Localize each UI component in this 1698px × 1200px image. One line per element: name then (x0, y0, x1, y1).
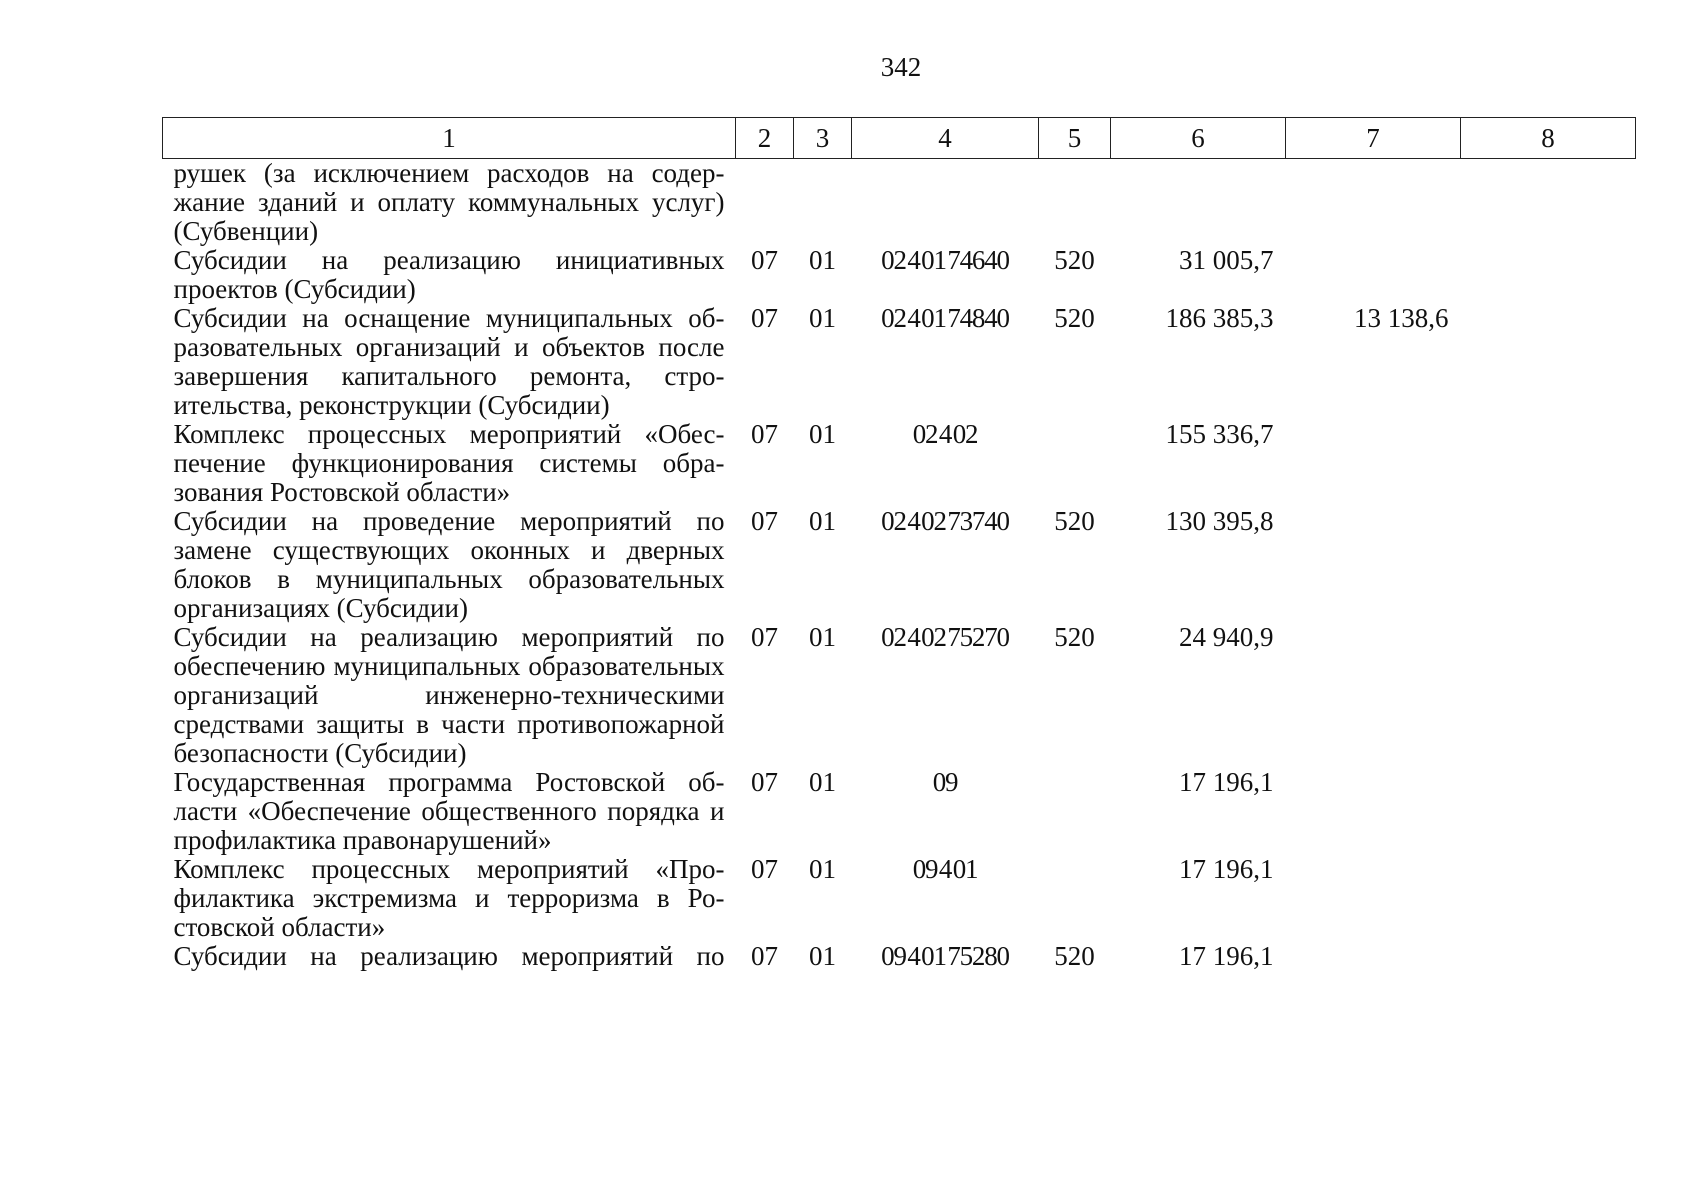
row-subsection: 01 (809, 767, 836, 797)
row-subsection: 01 (809, 941, 836, 971)
row-name: Комплекс процессных мероприятий «Профилактика экстремизма и терроризма в Ростовской области» (173, 854, 725, 942)
row-target-code: 02 4 01 74840 (881, 303, 1009, 333)
row-subsection: 01 (809, 245, 836, 275)
table-row (163, 246, 1636, 304)
table-row (163, 942, 1636, 971)
row-value-7 (1286, 942, 1461, 971)
row-value-8 (1461, 246, 1636, 304)
row-expense-type (1039, 159, 1111, 247)
header-col-3: 3 (794, 118, 852, 159)
table-row (163, 420, 1636, 507)
row-value-6: 130 395,8 (1165, 506, 1274, 536)
row-value-6: 31 005,7 (1179, 245, 1274, 275)
row-target-code: 02 4 02 75270 (881, 622, 1009, 652)
row-section: 07 (751, 767, 778, 797)
row-value-8 (1461, 855, 1636, 942)
header-col-5: 5 (1039, 118, 1111, 159)
row-expense-type (1039, 768, 1111, 855)
row-target-code: 02 4 01 74640 (881, 245, 1009, 275)
row-target-code (852, 159, 1039, 247)
header-row (163, 118, 1636, 159)
row-name: Государственная программа Ростовской области «Обеспечение общественного порядка и профилактика правонарушений» (173, 767, 725, 855)
header-col-8: 8 (1461, 118, 1636, 159)
row-target-code: 02 4 02 73740 (881, 506, 1009, 536)
page-number: 342 (880, 52, 922, 82)
row-value-7: 13 138,6 (1354, 303, 1449, 333)
row-name: Субсидии на проведение мероприятий по замене существующих оконных и дверных блоков в муниципальных образовательных организациях (Субсидии) (173, 506, 725, 623)
row-value-7 (1286, 507, 1461, 623)
row-section: 07 (751, 854, 778, 884)
table-row (163, 855, 1636, 942)
row-value-8 (1461, 420, 1636, 507)
row-target-code: 09 (932, 767, 958, 797)
row-expense-type: 520 (1054, 303, 1095, 333)
row-value-6: 24 940,9 (1179, 622, 1274, 652)
row-name: Субсидии на реализацию инициативных проектов (Субсидии) (173, 245, 725, 304)
table-header (163, 118, 1636, 159)
table-row (163, 159, 1636, 247)
row-value-6: 17 196,1 (1179, 854, 1274, 884)
row-section: 07 (751, 245, 778, 275)
row-value-7 (1286, 159, 1461, 247)
row-subsection: 01 (809, 303, 836, 333)
row-subsection: 01 (809, 622, 836, 652)
table-row (163, 304, 1636, 420)
row-value-6: 17 196,1 (1179, 941, 1274, 971)
row-section: 07 (751, 941, 778, 971)
row-section: 07 (751, 622, 778, 652)
row-value-6: 186 385,3 (1165, 303, 1274, 333)
row-name: Субсидии на оснащение муниципальных образовательных организаций и объектов после завершения капитального ремонта, строительства, реконструкции (Субсидии) (173, 303, 725, 420)
header-col-7: 7 (1286, 118, 1461, 159)
header-col-1: 1 (163, 118, 736, 159)
row-value-6: 155 336,7 (1165, 419, 1274, 449)
row-section: 07 (751, 303, 778, 333)
row-value-7 (1286, 855, 1461, 942)
row-subsection: 01 (809, 854, 836, 884)
row-section: 07 (751, 419, 778, 449)
header-col-4: 4 (852, 118, 1039, 159)
row-value-7 (1286, 623, 1461, 768)
row-subsection: 01 (809, 506, 836, 536)
row-value-8 (1461, 159, 1636, 247)
row-value-7 (1286, 246, 1461, 304)
row-name: рушек (за исключением расходов на содержание зданий и оплату коммунальных услуг) (Субвенции) (173, 158, 725, 246)
row-expense-type: 520 (1054, 622, 1095, 652)
row-value-8 (1461, 304, 1636, 420)
header-col-2: 2 (736, 118, 794, 159)
row-expense-type: 520 (1054, 941, 1095, 971)
row-value-6 (1111, 159, 1286, 247)
table-row (163, 768, 1636, 855)
row-subsection: 01 (809, 419, 836, 449)
row-expense-type (1039, 420, 1111, 507)
row-value-8 (1461, 507, 1636, 623)
row-value-8 (1461, 623, 1636, 768)
row-value-8 (1461, 768, 1636, 855)
row-target-code: 02 4 02 (912, 419, 978, 449)
row-name: Субсидии на реализацию мероприятий по (173, 941, 725, 971)
header-col-6: 6 (1111, 118, 1286, 159)
row-target-code: 09 4 01 75280 (881, 941, 1009, 971)
row-name: Комплекс процессных мероприятий «Обеспечение функционирования системы образования Ростовской области» (173, 419, 725, 507)
row-subsection (794, 159, 852, 247)
row-section: 07 (751, 506, 778, 536)
row-target-code: 09 4 01 (912, 854, 978, 884)
row-value-8 (1461, 942, 1636, 971)
row-section (736, 159, 794, 247)
row-value-6: 17 196,1 (1179, 767, 1274, 797)
row-expense-type: 520 (1054, 506, 1095, 536)
row-value-7 (1286, 768, 1461, 855)
table-body (163, 159, 1636, 972)
row-expense-type (1039, 855, 1111, 942)
row-name: Субсидии на реализацию мероприятий по обеспечению муниципальных образовательных организаций инженерно-техническими средствами защиты в части противопожарной безопасности (Субсидии) (173, 622, 725, 768)
budget-table (162, 117, 1636, 971)
row-expense-type: 520 (1054, 245, 1095, 275)
table-row (163, 623, 1636, 768)
row-value-7 (1286, 420, 1461, 507)
table-row (163, 507, 1636, 623)
